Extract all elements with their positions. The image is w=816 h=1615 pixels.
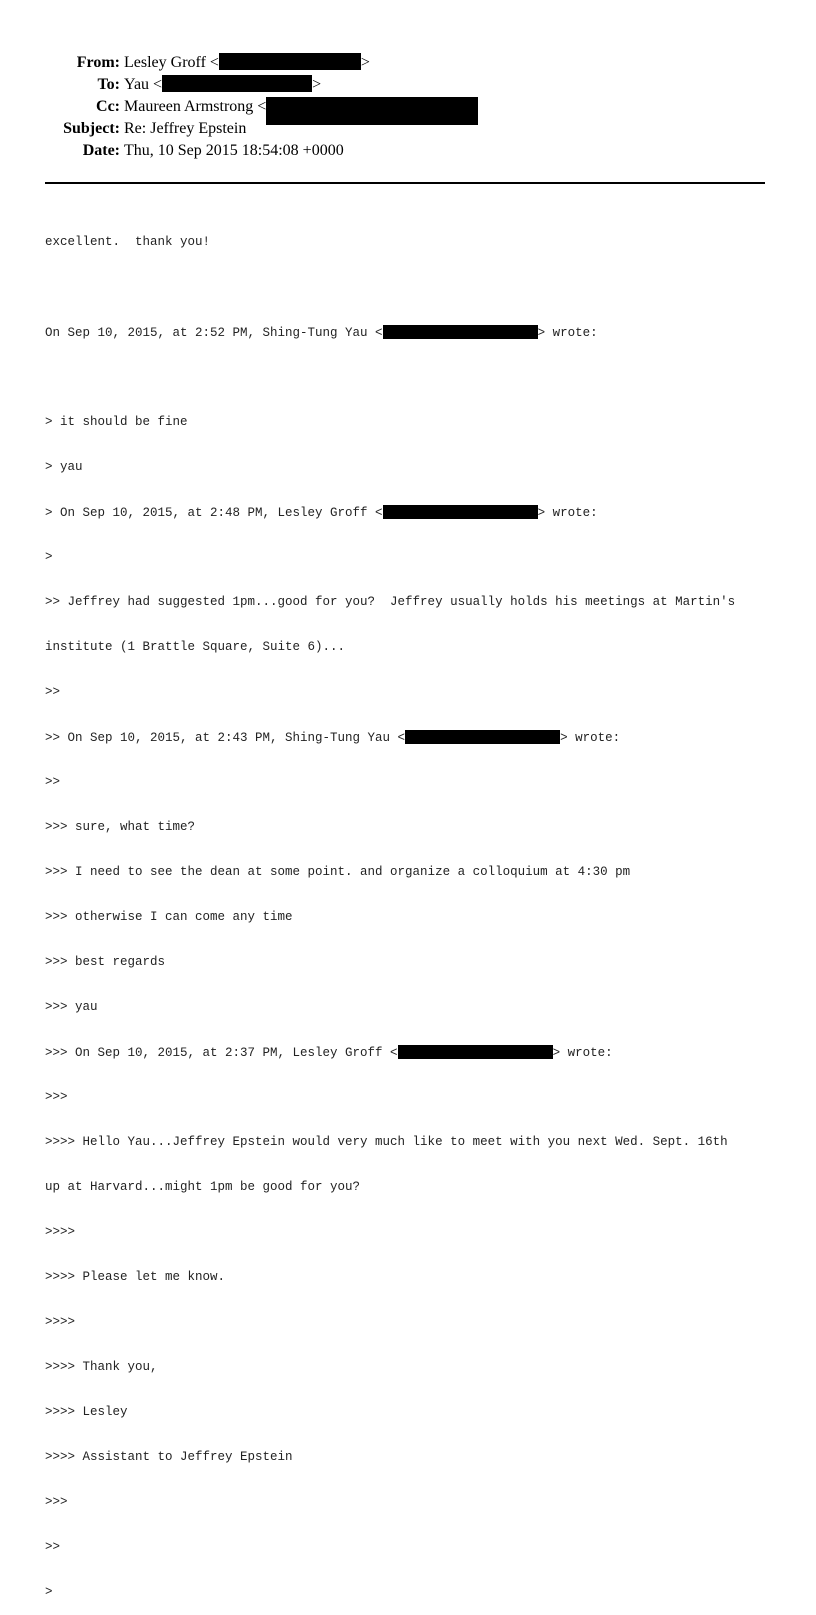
redaction-bar bbox=[398, 1045, 553, 1059]
body-line: >>> best regards bbox=[45, 955, 166, 969]
body-line: >>>> bbox=[45, 1225, 76, 1239]
cc-label: Cc: bbox=[96, 98, 120, 115]
body-line: On Sep 10, 2015, at 2:52 PM, Shing-Tung Yau < > wrote: bbox=[45, 326, 598, 340]
body-line: >> Jeffrey had suggested 1pm...good for you? Jeffrey usually holds his meetings at Martin's bbox=[45, 595, 736, 609]
body-line: >>> I need to see the dean at some point. and organize a colloquium at 4:30 pm bbox=[45, 865, 631, 879]
body-line: >>>> Thank you, bbox=[45, 1360, 158, 1374]
email-header bbox=[0, 52, 816, 162]
from-label: From: bbox=[76, 54, 120, 71]
to-label: To: bbox=[97, 76, 120, 93]
body-line: >>> bbox=[45, 1495, 68, 1509]
subject-label: Subject: bbox=[63, 120, 120, 137]
to-value: Yau < > bbox=[124, 76, 322, 93]
body-line: >>>> Assistant to Jeffrey Epstein bbox=[45, 1450, 293, 1464]
body-line: institute (1 Brattle Square, Suite 6)... bbox=[45, 640, 346, 654]
body-line: excellent. thank you! bbox=[45, 235, 211, 249]
body-line: >> bbox=[45, 685, 61, 699]
header-divider bbox=[45, 182, 765, 184]
body-line: >>>> Lesley bbox=[45, 1405, 128, 1419]
cc-row bbox=[0, 96, 816, 118]
body-line: > yau bbox=[45, 460, 83, 474]
body-line: >>>> bbox=[45, 1315, 76, 1329]
email-body bbox=[45, 205, 775, 1615]
redaction-bar bbox=[219, 53, 361, 70]
body-line: > it should be fine bbox=[45, 415, 188, 429]
redaction-bar bbox=[383, 505, 538, 519]
body-line: > bbox=[45, 550, 53, 564]
body-line: up at Harvard...might 1pm be good for you? bbox=[45, 1180, 361, 1194]
body-line: >>> bbox=[45, 1090, 68, 1104]
body-line: >>>> Hello Yau...Jeffrey Epstein would very much like to meet with you next Wed. Sept. 16th bbox=[45, 1135, 728, 1149]
date-row bbox=[0, 140, 816, 162]
date-value: Thu, 10 Sep 2015 18:54:08 +0000 bbox=[124, 142, 344, 159]
body-line: >> bbox=[45, 1540, 61, 1554]
body-line: >> bbox=[45, 775, 61, 789]
body-line: >>> otherwise I can come any time bbox=[45, 910, 293, 924]
redaction-bar bbox=[405, 730, 560, 744]
redaction-bar bbox=[383, 325, 538, 339]
cc-value: Maureen Armstrong < bbox=[124, 96, 478, 125]
body-line: >>> sure, what time? bbox=[45, 820, 196, 834]
from-row bbox=[0, 52, 816, 74]
date-label: Date: bbox=[82, 142, 120, 159]
subject-row bbox=[0, 118, 816, 140]
body-line: > bbox=[45, 1585, 53, 1599]
body-line: >>> yau bbox=[45, 1000, 98, 1014]
body-line: >> On Sep 10, 2015, at 2:43 PM, Shing-Tung Yau < > wrote: bbox=[45, 731, 621, 745]
body-line: >>> On Sep 10, 2015, at 2:37 PM, Lesley Groff < > wrote: bbox=[45, 1046, 613, 1060]
from-value: Lesley Groff < > bbox=[124, 54, 370, 71]
redaction-bar bbox=[162, 75, 312, 92]
body-line: >>>> Please let me know. bbox=[45, 1270, 226, 1284]
body-line: > On Sep 10, 2015, at 2:48 PM, Lesley Groff < > wrote: bbox=[45, 506, 598, 520]
subject-value: Re: Jeffrey Epstein bbox=[124, 120, 247, 137]
to-row bbox=[0, 74, 816, 96]
